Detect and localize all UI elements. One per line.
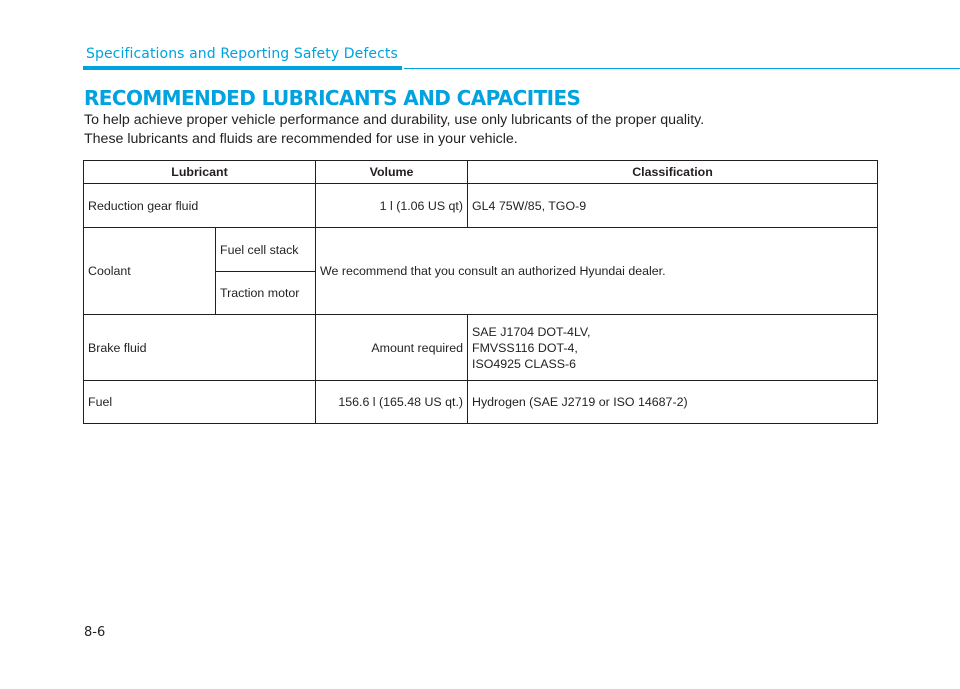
cell-lubricant: Reduction gear fluid: [84, 184, 316, 228]
lubricants-table: [83, 160, 878, 424]
cell-coolant-note: We recommend that you consult an authorized Hyundai dealer.: [316, 228, 878, 315]
header-rule-thick: [83, 66, 402, 70]
table-row-brake-fluid: [84, 315, 878, 381]
cell-coolant-sub-fuel-cell-stack: Fuel cell stack: [216, 228, 316, 272]
column-header-volume: Volume: [316, 161, 468, 184]
cell-coolant-sub-traction-motor: Traction motor: [216, 272, 316, 315]
table-row-fuel: [84, 381, 878, 424]
cell-classification: [468, 315, 878, 381]
cell-lubricant: Fuel: [84, 381, 316, 424]
cell-classification: Hydrogen (SAE J2719 or ISO 14687-2): [468, 381, 878, 424]
page-title: RECOMMENDED LUBRICANTS AND CAPACITIES: [84, 86, 581, 110]
cell-volume: 1 l (1.06 US qt): [316, 184, 468, 228]
cell-volume: Amount required: [316, 315, 468, 381]
intro-line-1: To help achieve proper vehicle performance and durability, use only lubricants of the proper quality.: [84, 112, 705, 128]
table-header-row: [84, 161, 878, 184]
page-number: 8-6: [84, 625, 106, 640]
column-header-classification: Classification: [468, 161, 878, 184]
table-row-reduction-gear: [84, 184, 878, 228]
classification-line: SAE J1704 DOT-4LV,: [472, 324, 591, 339]
cell-lubricant: Brake fluid: [84, 315, 316, 381]
intro-line-2: These lubricants and fluids are recommended for use in your vehicle.: [84, 131, 518, 147]
cell-volume: 156.6 l (165.48 US qt.): [316, 381, 468, 424]
section-header: Specifications and Reporting Safety Defects: [86, 46, 398, 62]
table-row-coolant-stack: [84, 228, 878, 272]
column-header-lubricant: Lubricant: [84, 161, 316, 184]
cell-lubricant-coolant: Coolant: [84, 228, 216, 315]
classification-line: FMVSS116 DOT-4,: [472, 340, 578, 355]
classification-line: ISO4925 CLASS-6: [472, 356, 577, 371]
cell-classification: GL4 75W/85, TGO-9: [468, 184, 878, 228]
header-rule-thin: [404, 68, 960, 69]
